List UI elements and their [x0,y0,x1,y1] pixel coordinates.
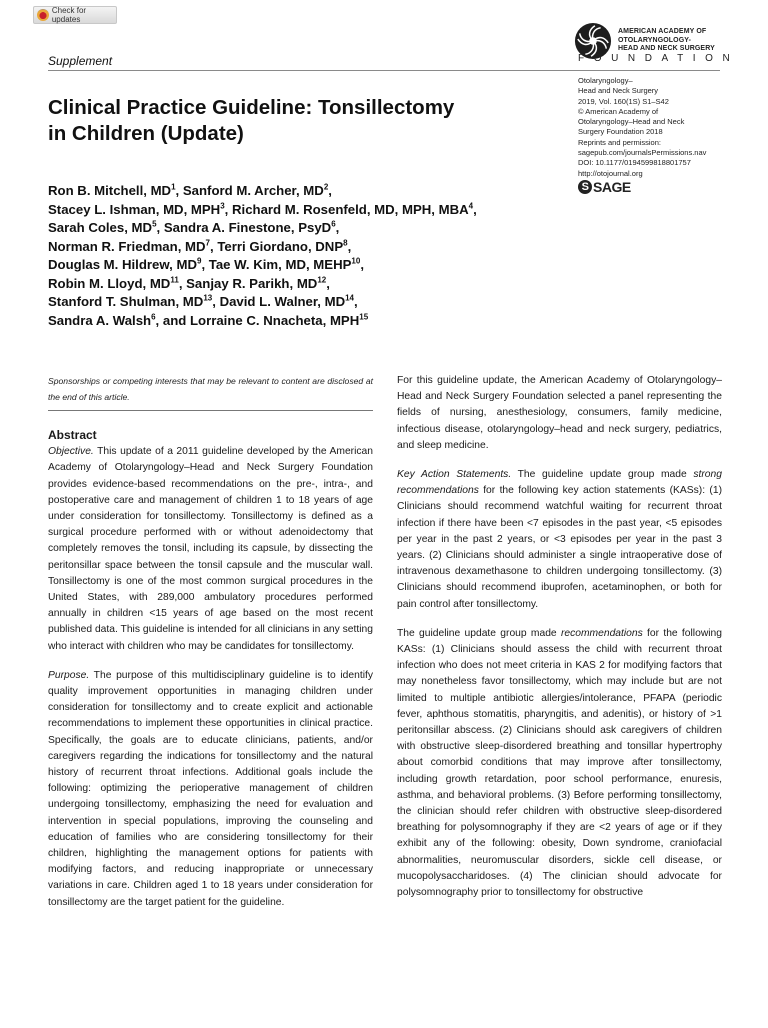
foundation-wordmark: FOUNDATION [578,53,740,64]
publisher-name [618,28,715,54]
permissions-link[interactable]: sagepub.com/journalsPermissions.nav [578,148,707,158]
purpose-paragraph [48,668,373,911]
author: Terri Giordano, DNP$^8$ [217,238,348,254]
journal-name-line2: Head and Neck Surgery [578,86,659,96]
rec-emphasis: recommendations [560,627,643,639]
check-for-updates-button[interactable] [33,6,117,24]
author: Sandra A. Walsh$^6$ [48,312,156,328]
key-action-statements-paragraph [397,467,722,613]
volume-info: 2019, Vol. 160(1S) S1–S42 [578,96,669,106]
journal-metadata [578,76,758,194]
journal-url-link[interactable]: http://otojournal.org [578,168,643,178]
author: Lorraine C. Nnacheta, MPH$^{15}$ [189,312,369,328]
objective-text: This update of a 2011 guideline developed by the American Academy of Otolaryngology–Head and Neck Surgery Foundation provides evidence-based recommendations on the pre-, intra-, and postoperative care and management of children 1 to 18 years of age under consideration for tonsillectomy. Tonsillectomy is defined as a surgical procedure performed with or without adenoidectomy that completely removes the tonsil, including its capsule, by dissecting the peritonsillar space between the tonsil capsule and the muscular wall. Tonsillectomy is one of the most common surgical procedures in the United States, with 289,000 ambulatory procedures performed annually in children <15 years of age based on the most recent published data. This guideline is intended for all clinicians in any setting who interact with children who may be candidates for tonsillectomy. [48,446,373,652]
objective-paragraph [48,444,373,655]
author: Tae W. Kim, MD, MEHP$^{10}$ [208,256,361,272]
author: Stanford T. Shulman, MD$^{13}$ [48,293,213,309]
author-list: Ron B. Mitchell, $MD^1$, Sanford M. Archer, $MD^2$, Stacey L. Ishman, MD, MPH$^3$, Richard M. Rosenfeld, MD, MPH, MBA$^4$, Sarah Coles, $MD^5$, Sandra A. Finestone, PsyD$^6$, Norman R. Friedman, $MD^7$, Terri Giordano, DNP$^8$, Douglas M. Hildrew, $MD^9$, Tae W. Kim, MD, MEHP$^{10}$, Robin M. Lloyd, MD$^{11}$, Sanjay R. Parikh, MD$^{12}$, Stanford T. Shulman, MD$^{13}$, David L. Walner, MD$^{14}$, Sandra A. Walsh$^6$, and Lorraine C. Nnacheta, MPH$^{15}$ [48,182,477,328]
copyright-line1: © American Academy of [578,106,659,116]
author: David L. Walner, MD$^{14}$ [219,293,355,309]
kas-strong-emphasis: strong recommendations [397,469,722,497]
article-title [48,95,568,147]
publisher-line: HEAD AND NECK SURGERY [618,45,715,53]
title-line-2: in Children (Update) [48,122,244,145]
section-label: Supplement [48,54,113,68]
reprints-label: Reprints and permission: [578,137,661,147]
purpose-lead: Purpose. [48,669,90,681]
author: Sanjay R. Parikh, MD$^{12}$ [186,275,327,291]
author: Stacey L. Ishman, MD, MPH$^3$ [48,201,225,217]
sage-logo [578,180,758,194]
sage-s-icon: S [578,180,592,194]
rec-text: The guideline update group made [397,627,561,639]
header-divider [48,70,720,71]
kas-text: for the following key action statements (KASs): (1) Clinicians should recommend watchful waiting for recurrent throat infection if there have been <7 episodes in the past year, <5 episodes per year in the past 2 years, or <3 episodes per year in the past 3 years. (2) Clinicians should administer a single intraoperative dose of intravenous dexamethasone to children undergoing tonsillectomy. (3) Clinicians should recommend ibuprofen, acetaminophen, or both for pain control after tonsillectomy. [397,485,722,610]
crossmark-icon [37,9,49,21]
purpose-text: The purpose of this multidisciplinary guideline is to identify quality improvement opportunities in managing children under consideration for tonsillectomy and to create explicit and actionable recommendations to implement these opportunities in clinical practice. Specifically, the goals are to educate clinicians, patients, and/or caregivers regarding the indications for tonsillectomy and the natural history of recurrent throat infections. Additional goals include the following: optimizing the perioperative management of children undergoing tonsillectomy, emphasizing the need for evaluation and intervention in special populations, improving the counseling and education of families who are considering tonsillectomy for their children, highlighting the management options for patients with modifying factors, and reducing inappropriate or unnecessary variations in care. Children aged 1 to 18 years under consideration for tonsillectomy are the target patient for the guideline. [48,669,373,908]
kas-lead: Key Action Statements. [397,469,512,481]
left-column [48,373,373,924]
author: Robin M. Lloyd, MD$^{11}$ [48,275,179,291]
kas-text: The guideline update group made [511,469,694,481]
abstract-heading: Abstract [48,428,97,442]
publisher-line: AMERICAN ACADEMY OF [618,28,707,36]
publisher-line: OTOLARYNGOLOGY- [618,36,692,44]
author: Douglas M. Hildrew, $MD^9$ [48,256,202,272]
author: Norman R. Friedman, $MD^7$ [48,238,210,254]
objective-lead: Objective. [48,446,94,458]
title-line-1: Clinical Practice Guideline: Tonsillectomy [48,96,455,119]
author: Ron B. Mitchell, $MD^1$ [48,182,176,198]
right-column [397,373,722,914]
copyright-line3: Surgery Foundation 2018 [578,127,663,137]
panel-paragraph: For this guideline update, the American Academy of Otolaryngology–Head and Neck Surgery Foundation selected a panel representing the fields of nursing, anesthesiology, consumers, family medicine, infectious disease, otolaryngology–head and neck surgery, pediatrics, and sleep medicine. [397,375,722,451]
sage-wordmark: SAGE [593,178,631,195]
journal-name-line1: Otolaryngology– [578,76,633,85]
check-for-updates-label: Check for updates [51,6,87,24]
author: Sandra A. Finestone, PsyD$^6$ [163,219,336,235]
rec-text: for the following KASs: (1) Clinicians should assess the child with recurrent throat infection who does not meet criteria in KAS 2 for modifying factors that may nonetheless favor tonsillectomy, which may include but are not limited to multiple antibiotic allergies/intolerance, PFAPA (periodic fever, aphthous stomatitis, pharyngitis, and adenitis), or history of >1 peritonsillar abscess. (2) Clinicians should ask caregivers of children with obstructive sleep-disordered breathing and tonsillar hypertrophy about comorbid conditions that may improve after tonsillectomy, including growth retardation, poor school performance, enuresis, asthma, and behavioral problems. (3) Before performing tonsillectomy, the clinician should refer children with obstructive sleep-disordered breathing for polysomnography if they are <2 years of age or if they exhibit any of the following: obesity, Down syndrome, craniofacial abnormalities, neuromuscular disorders, sickle cell disease, or mucopolysaccharidoses. (4) The clinician should advocate for polysomnography prior to tonsillectomy for obstructive [397,627,723,899]
doi-link[interactable]: DOI: 10.1177/0194599818801757 [578,158,691,168]
copyright-line2: Otolaryngology–Head and Neck [578,117,685,127]
author: Sanford M. Archer, $MD^2$ [182,182,329,198]
sponsorship-divider [48,410,373,411]
author: Richard M. Rosenfeld, MD, MPH, MBA$^4$ [232,201,474,217]
sponsorship-note: Sponsorships or competing interests that may be relevant to content are disclosed at the end of this article. [48,376,373,402]
author: Sarah Coles, $MD^5$ [48,219,157,235]
recommendations-paragraph [397,626,722,901]
